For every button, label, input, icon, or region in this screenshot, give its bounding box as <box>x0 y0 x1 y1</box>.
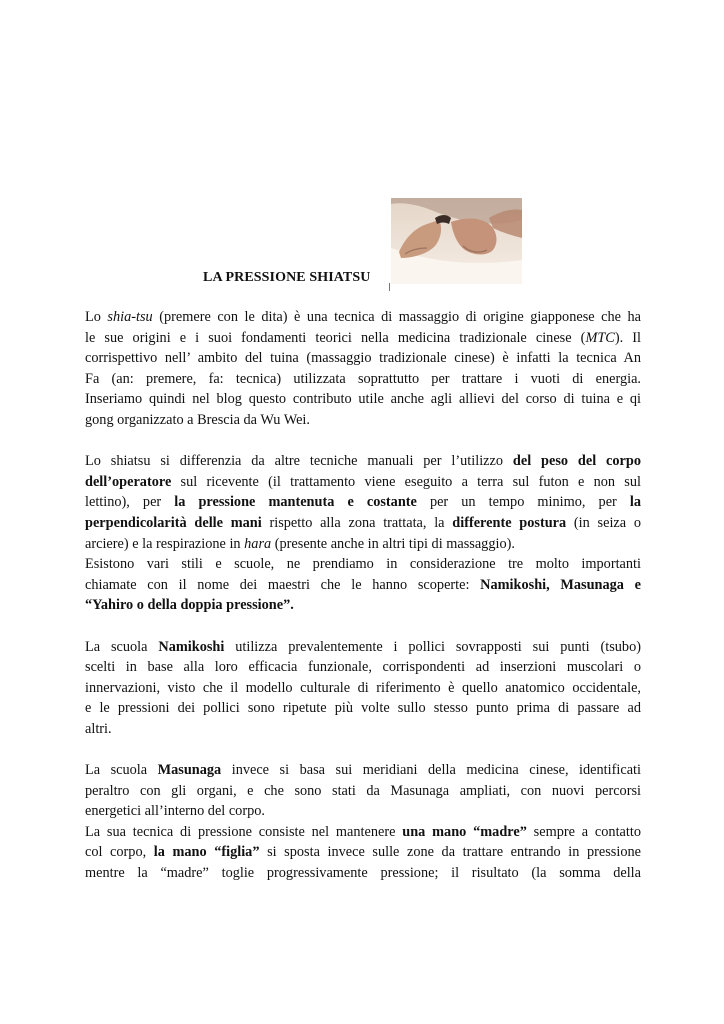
text-line <box>85 389 641 410</box>
paragraph <box>85 554 641 616</box>
text-line <box>85 781 641 802</box>
bold-text: la pressione mantenuta e costante <box>174 494 417 511</box>
text-line <box>85 328 641 349</box>
text-line <box>85 801 641 822</box>
bold-text: del peso del corpo <box>512 453 641 470</box>
text-segment: innervazioni, visto che il modello culturale di riferimento è quello anatomico occidentale, <box>85 679 641 696</box>
text-line <box>85 719 641 740</box>
text-line <box>85 369 641 390</box>
text-segment: Lo <box>85 309 108 325</box>
text-segment: (presente anche in altri tipi di massaggio). <box>271 535 515 552</box>
bold-text: una mano “madre” <box>402 823 527 840</box>
text-segment: (in seiza o <box>566 514 642 531</box>
text-line <box>85 554 641 575</box>
text-line <box>85 307 641 328</box>
text-segment: col corpo, <box>85 844 154 861</box>
text-segment: invece si basa sui meridiani della medicina cinese, identificati <box>221 762 641 779</box>
bold-text: “Yahiro o della doppia pressione”. <box>85 597 294 614</box>
text-segment: (premere con le dita) è una tecnica di massaggio di origine giapponese che ha <box>152 309 641 325</box>
italic-text: shia-tsu <box>107 309 153 325</box>
text-line <box>85 575 641 596</box>
text-segment: chiamate con il nome dei maestri che le hanno scoperte: <box>85 576 481 593</box>
text-segment: La scuola <box>85 762 158 779</box>
text-line <box>85 698 641 719</box>
text-line <box>85 842 641 863</box>
hands-on-back-image <box>391 198 522 284</box>
text-segment: Esistono vari stili e scuole, ne prendiamo in considerazione tre molto importanti <box>85 556 641 573</box>
text-line <box>85 513 641 534</box>
text-segment: La scuola <box>85 638 159 655</box>
text-line <box>85 760 641 781</box>
text-segment: le sue origini e i suoi fondamenti teorici nella medicina tradizionale cinese ( <box>85 329 586 346</box>
text-line <box>85 678 641 699</box>
text-line <box>85 472 641 493</box>
text-segment: La sua tecnica di pressione consiste nel mantenere <box>85 823 403 840</box>
text-segment: ). Il <box>614 329 641 346</box>
text-segment: sul ricevente (il trattamento viene eseguito a terra sul futon e non sul <box>171 473 641 490</box>
text-segment: peraltro con gli organi, e che sono stati da Masunaga ampliati, con nuovi percorsi <box>85 782 641 799</box>
text-line <box>85 637 641 658</box>
text-segment: scelti in base alla loro efficacia funzionale, corrispondenti ad inserzioni muscolari o <box>85 659 641 676</box>
text-segment: si sposta invece sulle zone da trattare entrando in pressione <box>259 844 641 861</box>
text-line <box>85 410 641 431</box>
paragraph <box>85 451 641 554</box>
bold-text: differente postura <box>452 514 567 531</box>
text-segment: utilizza prevalentemente i pollici sovrapposti sui punti (tsubo) <box>224 638 641 655</box>
text-line <box>85 657 641 678</box>
text-segment: Fa (an: premere, fa: tecnica) utilizzata soprattutto per trattare i vuoti di energia. <box>85 370 641 387</box>
bold-text: dell’operatore <box>85 473 172 490</box>
bold-text: Namikoshi <box>158 638 225 655</box>
text-segment: corrispettivo nell’ ambito del tuina (massaggio tradizionale cinese) è infatti la tecnica An <box>85 350 641 367</box>
italic-text: MTC <box>585 329 615 346</box>
text-line <box>85 822 641 843</box>
page-title: LA PRESSIONE SHIATSU <box>203 270 371 285</box>
text-line <box>85 451 641 472</box>
text-segment: gong organizzato a Brescia da Wu Wei. <box>85 411 310 428</box>
text-segment: e le pressioni dei pollici sono ripetute più volte sullo stesso punto prima di passare ad <box>85 700 641 717</box>
image-caption-mark <box>389 283 390 291</box>
bold-text: la mano “figlia” <box>153 844 260 861</box>
article-body <box>85 307 641 884</box>
shiatsu-massage-photo <box>391 198 522 284</box>
paragraph <box>85 307 641 431</box>
text-line <box>85 348 641 369</box>
bold-text: perpendicolarità delle mani <box>85 514 262 531</box>
text-segment: arciere) e la respirazione in <box>85 535 245 552</box>
text-line <box>85 492 641 513</box>
text-line <box>85 595 641 616</box>
text-segment: Lo shiatsu si differenzia da altre tecniche manuali per l’utilizzo <box>85 453 513 470</box>
text-segment: lettino), per <box>85 494 175 511</box>
paragraph <box>85 760 641 822</box>
bold-text: la <box>629 494 641 511</box>
paragraph <box>85 637 641 740</box>
text-line <box>85 863 641 884</box>
italic-text: hara <box>244 535 272 552</box>
text-segment: sempre a contatto <box>526 823 641 840</box>
text-segment: mentre la “madre” toglie progressivamente pressione; il risultato (la somma della <box>85 865 641 882</box>
bold-text: Namikoshi, Masunaga e <box>480 576 641 593</box>
text-line <box>85 534 641 555</box>
paragraph <box>85 822 641 884</box>
text-segment: rispetto alla zona trattata, la <box>261 514 453 531</box>
text-segment: altri. <box>85 720 112 737</box>
bold-text: Masunaga <box>157 762 222 779</box>
text-segment: Inseriamo quindi nel blog questo contributo utile anche agli allievi del corso di tuina e qi <box>85 391 641 408</box>
text-segment: per un tempo minimo, per <box>416 494 630 511</box>
text-segment: energetici all’interno del corpo. <box>85 803 265 820</box>
